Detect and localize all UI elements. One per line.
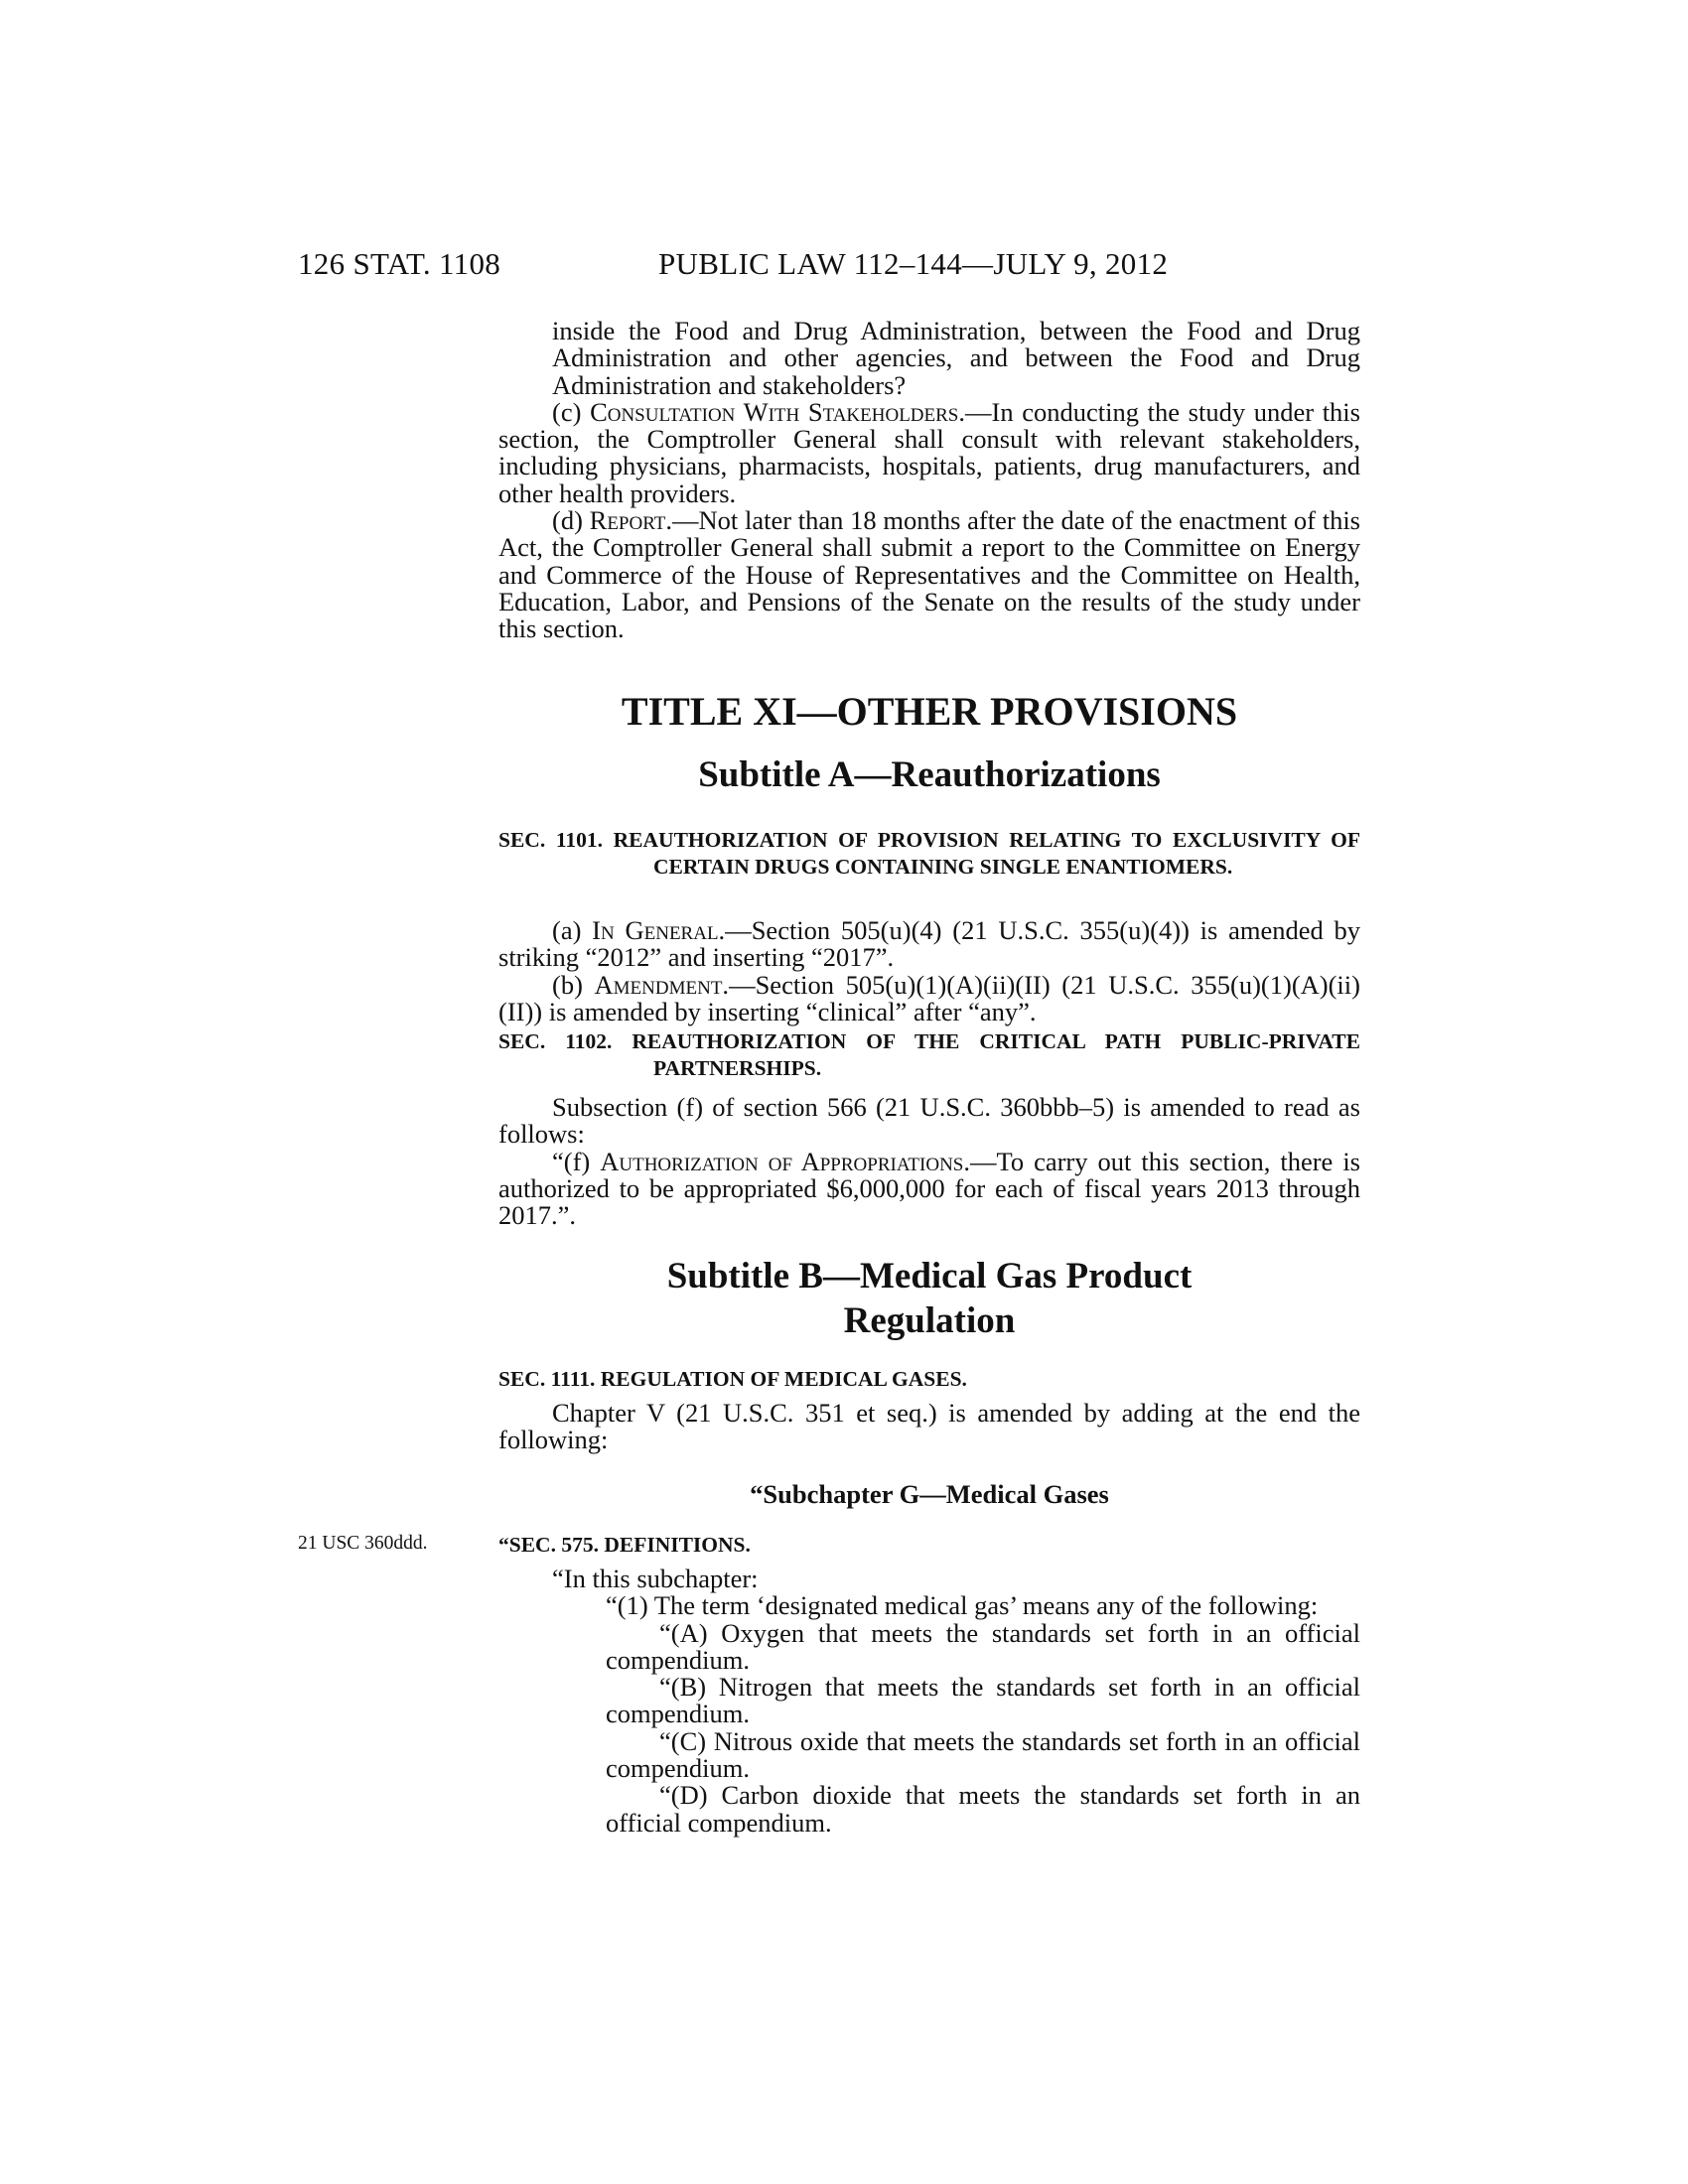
- sec-1101-b-heading: Amendment.: [594, 969, 730, 1000]
- sec-1111-heading: SEC. 1111. REGULATION OF MEDICAL GASES.: [498, 1367, 967, 1391]
- margin-usc-note: 21 USC 360ddd.: [298, 1533, 428, 1554]
- sec-1102-heading-text: SEC. 1102. REAUTHORIZATION OF THE CRITICAL PATH PUBLIC-PRIVATE PARTNERSHIPS.: [498, 1029, 1360, 1081]
- page-stat-citation: 126 STAT. 1108: [298, 246, 501, 281]
- sec-1102-f-text: —To carry out this section, there is authorized to be appropriated $6,000,000 for each of fiscal years 2013 through 2017.”.: [498, 1146, 1360, 1231]
- sec-1101-a-text: —Section 505(u)(4) (21 U.S.C. 355(u)(4)) is amended by striking “2012” and inserting “2017”.: [498, 915, 1360, 973]
- def-1: “(1) The term ‘designated medical gas’ means any of the following:: [606, 1590, 1319, 1621]
- sec-1101-b-label: (b): [552, 969, 595, 1000]
- def-item-c: “(C) Nitrous oxide that meets the standards set forth in an official compendium.: [606, 1725, 1360, 1784]
- sec-1102-f-heading: Authorization of Appropriations.: [600, 1146, 970, 1176]
- consultation-text: —In conducting the study under this section, the Comptroller General shall consult with relevant stakeholders, including physicians, pharmacists, hospitals, patients, drug manufacturers, and other health providers.: [498, 396, 1360, 508]
- sec-575-body: [498, 1566, 1360, 1837]
- subtitle-a-heading: Subtitle A—Reauthorizations: [698, 754, 1161, 795]
- sec-1111-body: [498, 1400, 1360, 1454]
- consultation-label: (c): [552, 396, 591, 427]
- page-running-title: PUBLIC LAW 112–144—JULY 9, 2012: [658, 246, 1169, 281]
- sec-1111-intro: Chapter V (21 U.S.C. 351 et seq.) is amended by adding at the end the following:: [498, 1398, 1360, 1455]
- sec-1102-f: [498, 1146, 1360, 1231]
- sec-575-heading: “SEC. 575. DEFINITIONS.: [498, 1533, 751, 1557]
- sec-1101-a-label: (a): [552, 915, 593, 945]
- def-item-b: “(B) Nitrogen that meets the standards set forth in an official compendium.: [606, 1672, 1360, 1729]
- para-top: inside the Food and Drug Administration, between the Food and Drug Administration and other agencies, and between the Food and Drug Administration and stakeholders?: [552, 316, 1360, 400]
- sec-1102-heading: [498, 1028, 1360, 1083]
- report-label: (d): [552, 505, 590, 536]
- sec-575-intro: “In this subchapter:: [552, 1564, 759, 1593]
- sec-1102-f-label: “(f): [552, 1146, 601, 1176]
- sec-1102-body: [498, 1094, 1360, 1229]
- sec-1101-b-text: —Section 505(u)(1)(A)(ii)(II) (21 U.S.C. 355(u)(1)(A)(ii)(II)) is amended by inserting “clinical” after “any”.: [498, 969, 1360, 1026]
- sec-1101-body: [498, 917, 1360, 1025]
- sec-1101-heading: [498, 827, 1360, 882]
- consultation-heading: Consultation With Stakeholders.: [590, 396, 965, 427]
- subchapter-g-heading: “Subchapter G—Medical Gases: [750, 1479, 1109, 1509]
- report-text: —Not later than 18 months after the date of the enactment of this Act, the Comptroller General shall submit a report to the Committee on Energy and Commerce of the House of Representatives and the Committee on Health, Education, Labor, and Pensions of the Senate on the results of the study under this section.: [498, 505, 1360, 644]
- report-paragraph: [498, 507, 1360, 642]
- sec-1102-intro: Subsection (f) of section 566 (21 U.S.C. 360bbb–5) is amended to read as follows:: [498, 1092, 1360, 1150]
- report-heading: Report.: [589, 505, 672, 536]
- consultation-paragraph: [498, 396, 1360, 508]
- intro-text-block: [498, 318, 1360, 643]
- sec-1101-a: [498, 917, 1360, 972]
- sec-1101-b: [498, 969, 1360, 1026]
- subtitle-b-heading: Subtitle B—Medical Gas Product Regulation: [666, 1256, 1193, 1341]
- sec-1101-heading-text: SEC. 1101. REAUTHORIZATION OF PROVISION RELATING TO EXCLUSIVITY OF CERTAIN DRUGS CONTAINING SINGLE ENANTIOMERS.: [498, 828, 1360, 880]
- title-xi-heading: TITLE XI—OTHER PROVISIONS: [621, 689, 1238, 734]
- def-item-a: “(A) Oxygen that meets the standards set forth in an official compendium.: [606, 1617, 1360, 1675]
- sec-1101-a-heading: In General.: [592, 915, 726, 945]
- def-item-d: “(D) Carbon dioxide that meets the standards set forth in an official compendium.: [606, 1780, 1360, 1838]
